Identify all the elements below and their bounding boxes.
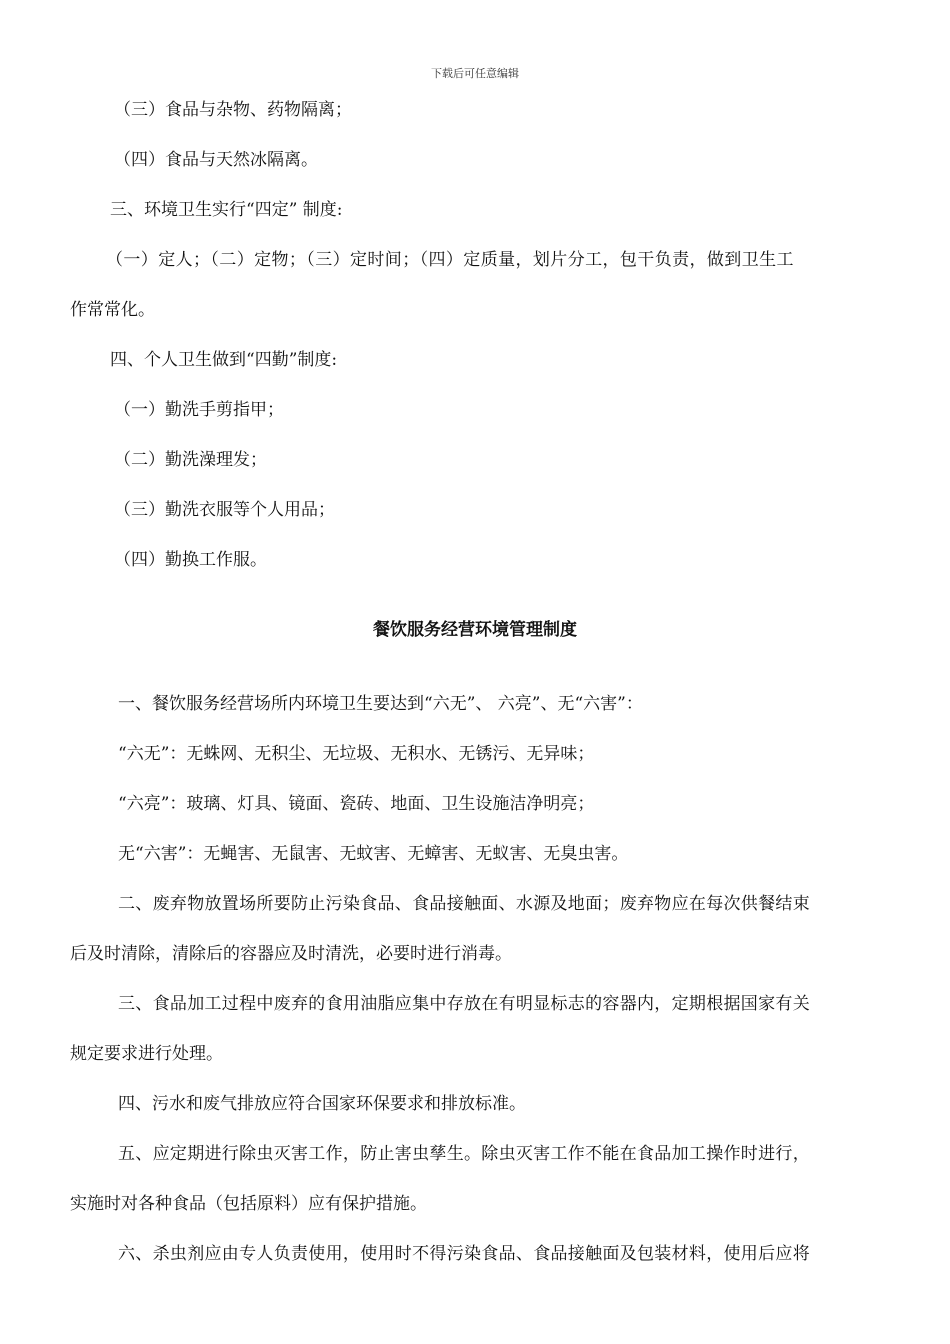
section-heading: 四、个人卫生做到“四勤”制度:	[110, 350, 338, 370]
paragraph-line: （四）食品与天然冰隔离。	[114, 150, 318, 170]
paragraph-line: 五、应定期进行除虫灭害工作，防止害虫孳生。除虫灭害工作不能在食品加工操作时进行，	[118, 1144, 810, 1164]
paragraph-line: 无“六害”：无蝇害、无鼠害、无蚊害、无蟑害、无蚁害、无臭虫害。	[118, 844, 629, 864]
paragraph-line: 四、污水和废气排放应符合国家环保要求和排放标准。	[118, 1094, 526, 1114]
list-item: （三）勤洗衣服等个人用品；	[114, 500, 335, 520]
list-item: （一）勤洗手剪指甲；	[114, 400, 284, 420]
paragraph-line: 六、杀虫剂应由专人负责使用，使用时不得污染食品、食品接触面及包装材料，使用后应将	[118, 1244, 810, 1264]
paragraph-line: 三、食品加工过程中废弃的食用油脂应集中存放在有明显标志的容器内，定期根据国家有关	[118, 994, 810, 1014]
paragraph-line: （一）定人；（二）定物；（三）定时间；（四）定质量，划片分工，包干负责，做到卫生工	[106, 250, 794, 270]
list-item: （四）勤换工作服。	[114, 550, 267, 570]
list-item: （二）勤洗澡理发；	[114, 450, 267, 470]
paragraph-line: （三）食品与杂物、药物隔离；	[114, 100, 352, 120]
paragraph-line: “六亮”：玻璃、灯具、镜面、瓷砖、地面、卫生设施洁净明亮；	[118, 794, 595, 814]
page-header: 下载后可任意编辑	[431, 67, 519, 80]
paragraph-line: 一、餐饮服务经营场所内环境卫生要达到“六无”、 六亮”、无“六害”：	[118, 694, 643, 714]
paragraph-line: 二、废弃物放置场所要防止污染食品、食品接触面、水源及地面；废弃物应在每次供餐结束	[118, 894, 810, 914]
paragraph-line: “六无”：无蛛网、无积尘、无垃圾、无积水、无锈污、无异味；	[118, 744, 595, 764]
section-heading: 三、环境卫生实行“四定” 制度:	[110, 200, 343, 220]
paragraph-line: 作常常化。	[70, 300, 155, 320]
paragraph-line: 规定要求进行处理。	[70, 1044, 223, 1064]
paragraph-line: 实施时对各种食品（包括原料）应有保护措施。	[70, 1194, 427, 1214]
paragraph-line: 后及时清除，清除后的容器应及时清洗，必要时进行消毒。	[70, 944, 512, 964]
document-title: 餐饮服务经营环境管理制度	[373, 620, 577, 640]
